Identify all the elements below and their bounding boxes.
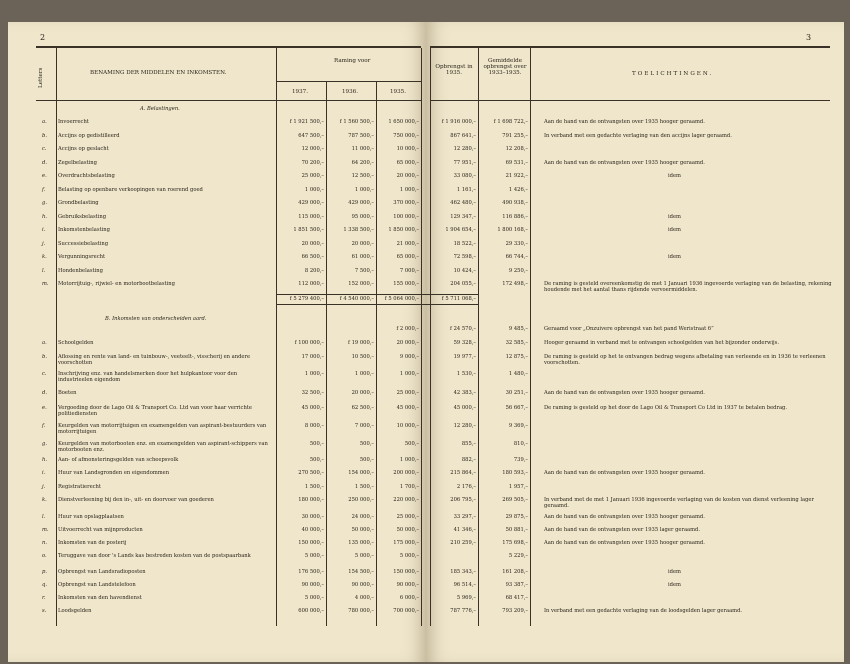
row-name: Uitvoerrecht van mijnproducten	[58, 527, 143, 533]
row-raming-1935: 175 000,–	[393, 540, 419, 546]
row-letter: p.	[42, 569, 47, 575]
row-raming-1936: 152 000,–	[348, 281, 374, 287]
row-name: Accijns op geslacht	[58, 146, 109, 152]
row-raming-1937: 115 000,–	[298, 213, 324, 220]
row-raming-1935: 50 000,–	[396, 527, 419, 533]
row-raming-1936: 787 500,–	[348, 132, 374, 139]
row-letter: m.	[42, 281, 49, 287]
row-raming-1937: 90 000,–	[301, 582, 324, 588]
row-letter: l.	[42, 514, 46, 520]
header-1935: 1935.	[390, 89, 407, 95]
row-opbrengst: 72 598,–	[453, 254, 476, 260]
row-raming-1936: 780 000,–	[348, 608, 374, 614]
top-rule-right	[430, 46, 830, 48]
row-letter: c.	[42, 146, 47, 152]
row-opbrengst: 33 080,–	[453, 173, 476, 179]
row-raming-1937: 600 000,–	[298, 608, 324, 614]
row-raming-1936: 500,–	[359, 441, 374, 447]
row-raming-1937: 32 500,–	[301, 390, 324, 396]
row-letter: f.	[42, 186, 46, 193]
row-raming-1935: f 2 000,–	[396, 326, 419, 332]
header-opbrengst: Opbrengst in 1935.	[435, 64, 473, 76]
row-raming-1935: 20 000,–	[396, 340, 419, 346]
row-raming-1935: 155 000,–	[393, 281, 419, 287]
row-raming-1937: 1 500,–	[304, 484, 324, 490]
row-opbrengst: 42 383,–	[453, 390, 476, 396]
row-gemiddelde: 68 417,–	[505, 595, 528, 601]
row-opbrengst: 185 343,–	[450, 569, 476, 575]
row-name: Motorrijtuig-, rijwiel- en motorbootbelasting	[58, 281, 175, 287]
row-raming-1936: 250 000,–	[348, 497, 374, 503]
row-name: Opbrengst van Landstelefoon	[58, 582, 136, 588]
page-number-right: 3	[806, 33, 812, 42]
row-name: Registratierecht	[58, 484, 101, 490]
row-gemiddelde: 12 208,–	[505, 146, 528, 152]
row-letter: m.	[42, 527, 49, 533]
row-gemiddelde: 739,–	[513, 457, 528, 463]
row-opbrengst: 867 641,–	[450, 132, 476, 139]
row-gemiddelde: 93 387,–	[505, 582, 528, 588]
row-raming-1935: 21 000,–	[396, 240, 419, 247]
row-toelichting: idem	[668, 254, 681, 260]
section-b-title: B. Inkomsten van onderscheiden aard.	[105, 316, 207, 322]
row-name: Boeten	[58, 390, 77, 396]
row-opbrengst: 855,–	[461, 441, 476, 447]
row-letter: c.	[42, 371, 47, 377]
row-letter: e.	[42, 405, 47, 411]
row-toelichting: idem	[668, 227, 681, 233]
row-raming-1936: 20 000,–	[351, 240, 374, 247]
row-raming-1937: 150 000,–	[298, 540, 324, 546]
section-a-title: A. Belastingen.	[140, 106, 180, 112]
total-a-opbrengst: f 5 711 068,–	[441, 296, 476, 302]
row-opbrengst: 462 480,–	[450, 200, 476, 206]
row-letter: j.	[42, 240, 46, 247]
row-name: Gebruiksbelasting	[58, 213, 107, 220]
row-letter: s.	[42, 608, 47, 614]
row-name: Keurgelden van motorbooten enz. en examengelden van aspirant-schippers van motorbooten enz.	[58, 441, 268, 453]
row-raming-1935: 500,–	[404, 441, 419, 447]
row-opbrengst: 96 514,–	[453, 582, 476, 588]
vrule-gemiddelde	[530, 48, 531, 626]
row-gemiddelde: 30 251,–	[505, 390, 528, 396]
row-raming-1937: 1 000,–	[304, 186, 324, 193]
row-name: Inkomsten van den havendienst	[58, 595, 142, 601]
row-opbrengst: 2 176,–	[456, 484, 476, 490]
row-raming-1936: 10 500,–	[351, 354, 374, 360]
row-raming-1935: 25 000,–	[396, 390, 419, 396]
row-raming-1937: 66 500,–	[301, 254, 324, 260]
row-toelichting: idem	[668, 582, 681, 588]
row-letter: g.	[42, 200, 47, 206]
row-raming-1937: 176 500,–	[298, 569, 324, 575]
row-opbrengst: 204 055,–	[450, 281, 476, 287]
row-letter: i.	[42, 227, 46, 233]
row-raming-1937: 500,–	[309, 441, 324, 447]
row-name: Inschrijving enz. van handelsmerken door het hulpkantoor voor den industrieelen eigendom	[58, 371, 238, 383]
row-opbrengst: 12 280,–	[453, 146, 476, 152]
row-raming-1937: 270 500,–	[298, 470, 324, 476]
row-gemiddelde: 69 531,–	[505, 159, 528, 166]
row-letter: h.	[42, 457, 47, 463]
header-toelichtingen: TOELICHTINGEN.	[632, 71, 714, 77]
row-raming-1935: 700 000,–	[393, 608, 419, 614]
row-raming-1936: 12 500,–	[351, 173, 374, 179]
row-raming-1937: 12 000,–	[301, 146, 324, 152]
row-raming-1936: 50 000,–	[351, 527, 374, 533]
row-letter: k.	[42, 254, 47, 260]
header-letters: Letters	[38, 67, 44, 88]
row-toelichting: idem	[668, 173, 681, 179]
row-opbrengst: 787 776,–	[450, 608, 476, 614]
row-toelichting: Aan de hand van de ontvangsten over 1935 hooger geraamd.	[544, 119, 705, 125]
row-letter: d.	[42, 159, 47, 166]
row-gemiddelde: 1 957,–	[508, 484, 528, 490]
row-name: Huur van Landsgronden en eigendommen	[58, 470, 170, 476]
row-raming-1937: 70 200,–	[301, 159, 324, 166]
row-gemiddelde: 1 426,–	[508, 186, 528, 193]
row-gemiddelde: 66 744,–	[505, 254, 528, 260]
row-name: Successiebelasting	[58, 240, 109, 247]
row-raming-1937: 1 000,–	[304, 371, 324, 377]
row-gemiddelde: 32 585,–	[505, 340, 528, 346]
row-raming-1936: 62 500,–	[351, 405, 374, 411]
row-name: Grondbelasting	[58, 200, 99, 206]
row-name: Vergoeding door de Lago Oil & Transport Co. Ltd van voor haar verrichte politiediensten	[58, 405, 252, 417]
row-raming-1935: 750 000,–	[393, 132, 419, 139]
row-raming-1935: 100 000,–	[393, 213, 419, 220]
row-gemiddelde: f 1 698 722,–	[493, 119, 528, 125]
row-opbrengst: f 1 916 000,–	[441, 119, 476, 125]
row-raming-1937: 5 000,–	[304, 553, 324, 559]
top-rule-left	[36, 46, 421, 48]
total-a-1937: f 5 279 400,–	[289, 296, 324, 302]
row-raming-1937: 17 000,–	[301, 354, 324, 360]
row-raming-1935: 45 000,–	[396, 405, 419, 411]
row-toelichting: Aan de hand van de ontvangsten over 1935 lager geraamd.	[544, 527, 701, 533]
row-name: Belasting op openbare verkoopingen van roerend goed	[58, 186, 203, 193]
row-opbrengst: 33 297,–	[453, 514, 476, 520]
row-gemiddelde: 791 255,–	[502, 132, 528, 139]
row-letter: r.	[42, 595, 46, 601]
row-raming-1937: 647 500,–	[298, 132, 324, 139]
row-raming-1935: 5 000,–	[399, 553, 419, 559]
row-toelichting: Hooger geraamd in verband met te ontvangen schoolgelden van het bijzonder onderwijs.	[544, 340, 779, 346]
row-gemiddelde: 161 208,–	[502, 569, 528, 575]
row-raming-1935: 1 650 000,–	[388, 119, 419, 125]
row-raming-1935: 90 000,–	[396, 582, 419, 588]
row-name: Overdrachtsbelasting	[58, 173, 115, 179]
row-opbrengst: 1 161,–	[456, 186, 476, 193]
raming-subrule	[276, 81, 421, 82]
row-letter: l.	[42, 267, 46, 274]
vrule-left-end	[421, 48, 422, 626]
row-raming-1937: 8 200,–	[304, 267, 324, 274]
row-name: Schoolgelden	[58, 340, 94, 346]
row-opbrengst: 10 424,–	[453, 267, 476, 274]
row-letter: f.	[42, 423, 46, 429]
row-raming-1936: 4 000,–	[354, 595, 374, 601]
row-opbrengst: 1 530,–	[456, 371, 476, 377]
row-opbrengst: 18 522,–	[453, 240, 476, 247]
row-toelichting: In verband met een gedachte verlaging van de loodsgelden lager geraamd.	[544, 608, 743, 614]
row-name: Huur van opslagplaatsen	[58, 514, 124, 520]
row-name: Keurgelden van motorrijtuigen en examengelden van aspirant-bestuurders van motorrijtuigen	[58, 423, 267, 435]
header-bottom-rule-right	[430, 100, 830, 101]
row-name: Invoerrecht	[58, 119, 89, 125]
row-opbrengst: 210 259,–	[450, 540, 476, 546]
row-toelichting: De raming is gesteld overeenkomstig de met 1 Januari 1936 ingevoerde verlaging van de belasting, rekening houdende met het aantal thans rijdende vervoermiddelen.	[544, 281, 832, 293]
row-gemiddelde: 1 800 168,–	[497, 227, 528, 233]
row-raming-1937: 112 000,–	[298, 281, 324, 287]
row-letter: e.	[42, 173, 47, 179]
row-gemiddelde: 9 369,–	[508, 423, 528, 429]
row-raming-1935: 1 850 000,–	[388, 227, 419, 233]
row-raming-1936: 24 000,–	[351, 514, 374, 520]
row-toelichting: idem	[668, 569, 681, 575]
row-opbrengst: f 24 570,–	[450, 326, 476, 332]
row-raming-1936: 11 000,–	[351, 146, 374, 152]
row-letter: q.	[42, 582, 47, 588]
row-gemiddelde: 50 881,–	[505, 527, 528, 533]
header-gemiddelde: Gemiddelde opbrengst over 1933–1935.	[483, 58, 527, 76]
row-raming-1935: 370 000,–	[393, 200, 419, 206]
row-raming-1937: f 100 000,–	[294, 340, 324, 346]
row-raming-1935: 65 000,–	[396, 254, 419, 260]
row-raming-1935: 150 000,–	[393, 569, 419, 575]
row-letter: b.	[42, 132, 47, 139]
row-gemiddelde: 793 209,–	[502, 608, 528, 614]
row-gemiddelde: 810,–	[513, 441, 528, 447]
row-raming-1936: 135 000,–	[348, 540, 374, 546]
row-raming-1936: 500,–	[359, 457, 374, 463]
row-gemiddelde: 490 938,–	[502, 200, 528, 206]
row-letter: n.	[42, 540, 47, 546]
row-gemiddelde: 116 886,–	[502, 213, 528, 220]
row-raming-1936: 1 000,–	[354, 371, 374, 377]
row-raming-1937: 8 000,–	[304, 423, 324, 429]
row-opbrengst: 59 328,–	[453, 340, 476, 346]
row-name: Vergunningsrecht	[58, 254, 106, 260]
row-raming-1935: 1 000,–	[399, 457, 419, 463]
row-raming-1936: 429 000,–	[348, 200, 374, 206]
header-name: BENAMING DER MIDDELEN EN INKOMSTEN.	[90, 70, 227, 76]
row-raming-1937: 5 000,–	[304, 595, 324, 601]
row-name: Dienstverleening bij den in-, uit- en doorvoer van goederen	[58, 497, 214, 503]
row-toelichting: Aan de hand van de ontvangsten over 1935 hooger geraamd.	[544, 514, 705, 520]
row-gemiddelde: 269 505,–	[502, 497, 528, 503]
vrule-letters	[56, 48, 57, 626]
row-letter: g.	[42, 441, 47, 447]
row-raming-1935: 1 000,–	[399, 186, 419, 193]
row-opbrengst: 41 346,–	[453, 527, 476, 533]
row-gemiddelde: 56 667,–	[505, 405, 528, 411]
row-letter: b.	[42, 354, 47, 360]
row-raming-1936: 5 000,–	[354, 553, 374, 559]
row-name: Loodsgelden	[58, 608, 92, 614]
row-letter: a.	[42, 340, 47, 346]
row-letter: h.	[42, 213, 47, 220]
row-toelichting: Aan de hand van de ontvangsten over 1935 hooger geraamd.	[544, 390, 705, 396]
header-bottom-rule-left	[36, 100, 421, 101]
row-raming-1935: 9 000,–	[399, 354, 419, 360]
row-toelichting: Aan de hand van de ontvangsten over 1935 hooger geraamd.	[544, 470, 705, 476]
row-gemiddelde: 5 229,–	[508, 553, 528, 559]
row-gemiddelde: 12 875,–	[505, 354, 528, 360]
row-toelichting: In verband met de met 1 Januari 1936 ingevoerde verlaging van de kosten van dienst verleening lager geraamd.	[544, 497, 814, 509]
header-raming: Raming voor	[334, 58, 371, 64]
row-opbrengst: 45 000,–	[453, 405, 476, 411]
row-raming-1937: 500,–	[309, 457, 324, 463]
row-raming-1936: 61 000,–	[351, 254, 374, 260]
row-gemiddelde: 180 593,–	[502, 470, 528, 476]
total-a-1935: f 5 064 000,–	[384, 296, 419, 302]
row-raming-1937: 25 000,–	[301, 173, 324, 179]
row-raming-1935: 25 000,–	[396, 514, 419, 520]
row-letter: d.	[42, 390, 47, 396]
row-raming-1936: 90 000,–	[351, 582, 374, 588]
row-gemiddelde: 21 922,–	[505, 173, 528, 179]
row-raming-1935: 7 000,–	[399, 267, 419, 274]
row-raming-1937: 1 851 500,–	[293, 227, 324, 233]
row-gemiddelde: 172 498,–	[502, 281, 528, 287]
row-gemiddelde: 9 250,–	[508, 267, 528, 274]
row-letter: o.	[42, 553, 47, 559]
row-name: Accijns op gedistilleerd	[58, 132, 120, 139]
row-name: Inkomsten van de posterij	[58, 540, 127, 546]
header-1937: 1937.	[292, 89, 309, 95]
row-raming-1936: f 19 000,–	[348, 340, 374, 346]
row-opbrengst: 12 280,–	[453, 423, 476, 429]
row-name: Hondenbelasting	[58, 267, 103, 274]
row-raming-1935: 220 000,–	[393, 497, 419, 503]
row-opbrengst: 129 347,–	[450, 213, 476, 220]
row-raming-1935: 6 000,–	[399, 595, 419, 601]
row-raming-1935: 65 000,–	[396, 159, 419, 166]
row-name: Zegelbelasting	[58, 159, 97, 166]
row-opbrengst: 206 795,–	[450, 497, 476, 503]
row-raming-1935: 10 000,–	[396, 423, 419, 429]
row-gemiddelde: 29 330,–	[505, 240, 528, 247]
row-name: Inkomstenbelasting	[58, 227, 110, 233]
row-toelichting: idem	[668, 213, 681, 220]
row-letter: a.	[42, 119, 47, 125]
row-raming-1937: 45 000,–	[301, 405, 324, 411]
row-raming-1936: 20 000,–	[351, 390, 374, 396]
page-number-left: 2	[40, 33, 46, 42]
row-raming-1937: f 1 921 500,–	[289, 119, 324, 125]
row-raming-1937: 40 000,–	[301, 527, 324, 533]
row-toelichting: In verband met een gedachte verlaging van den accijns lager geraamd.	[544, 132, 732, 139]
row-opbrengst: 1 904 654,–	[445, 227, 476, 233]
row-raming-1935: 20 000,–	[396, 173, 419, 179]
total-a-1936: f 4 540 000,–	[339, 296, 374, 302]
row-raming-1935: 200 000,–	[393, 470, 419, 476]
row-toelichting: De raming is gesteld op het door de Lago Oil & Transport Co Ltd in 1937 te betalen bedrag.	[544, 405, 788, 411]
row-raming-1936: 95 000,–	[351, 213, 374, 220]
row-opbrengst: 77 951,–	[453, 159, 476, 166]
row-raming-1936: 7 000,–	[354, 423, 374, 429]
row-opbrengst: 882,–	[461, 457, 476, 463]
row-toelichting: Geraamd voor „Onzuivere opbrengst van het pand Weristraat 6”	[544, 326, 714, 332]
row-toelichting: De raming is gesteld op het te ontvangen bedrag wegens afbetaling van verleende en in 1936 te verleenen voorschotten.	[544, 354, 826, 366]
row-letter: i.	[42, 470, 46, 476]
row-raming-1937: 180 000,–	[298, 497, 324, 503]
row-raming-1936: 1 500,–	[354, 484, 374, 490]
row-toelichting: Aan de hand van de ontvangsten over 1935 hooger geraamd.	[544, 540, 705, 546]
row-gemiddelde: 9 485,–	[508, 326, 528, 332]
totals-a-bottom-rule	[276, 304, 478, 305]
row-raming-1937: 20 000,–	[301, 240, 324, 247]
row-raming-1935: 1 000,–	[399, 371, 419, 377]
row-raming-1935: 10 000,–	[396, 146, 419, 152]
row-raming-1937: 30 000,–	[301, 514, 324, 520]
row-opbrengst: 19 977,–	[453, 354, 476, 360]
row-raming-1936: 154 000,–	[348, 470, 374, 476]
row-opbrengst: 215 864,–	[450, 470, 476, 476]
row-letter: k.	[42, 497, 47, 503]
row-raming-1937: 429 000,–	[298, 200, 324, 206]
row-raming-1935: 1 700,–	[399, 484, 419, 490]
header-1936: 1936.	[342, 89, 359, 95]
row-raming-1936: 1 338 500,–	[343, 227, 374, 233]
totals-a-top-rule	[276, 294, 478, 295]
row-raming-1936: 154 500,–	[348, 569, 374, 575]
row-name: Teruggave van door 's Lands kas bestreden kosten van de postspaarbank	[58, 553, 251, 559]
row-letter: j.	[42, 484, 46, 490]
row-gemiddelde: 1 480,–	[508, 371, 528, 377]
row-gemiddelde: 29 875,–	[505, 514, 528, 520]
row-toelichting: Aan de hand van de ontvangsten over 1935 hooger geraamd.	[544, 159, 705, 166]
row-raming-1936: 7 500,–	[354, 267, 374, 274]
row-gemiddelde: 175 698,–	[502, 540, 528, 546]
row-raming-1936: f 1 560 500,–	[339, 119, 374, 125]
row-opbrengst: 5 969,–	[456, 595, 476, 601]
row-name: Opbrengst van Landsradioposten	[58, 569, 146, 575]
row-name: Aan- of afmonsteringsgelden van scheepsvolk	[58, 457, 179, 463]
row-name: Aflossing en rente van land- en tuinbouw-, veeteelt-, visscherij en andere voorschotten	[58, 354, 251, 366]
row-raming-1936: 64 200,–	[351, 159, 374, 166]
row-raming-1936: 1 000,–	[354, 186, 374, 193]
